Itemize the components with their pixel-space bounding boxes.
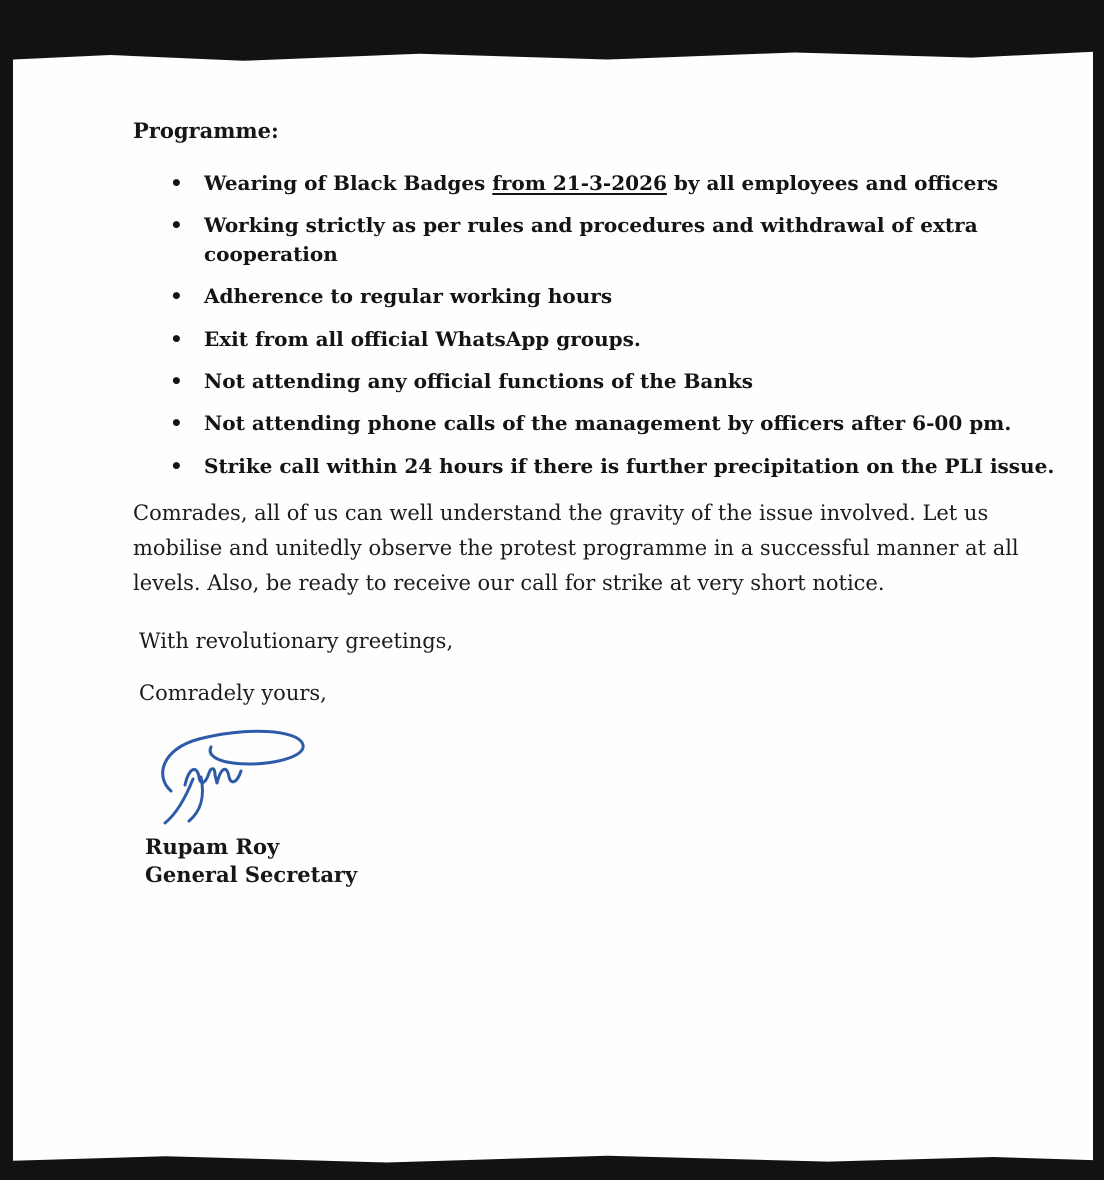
signature-strokes	[163, 731, 303, 823]
programme-list	[133, 169, 1065, 480]
greeting-line: With revolutionary greetings,	[139, 628, 454, 653]
list-item	[133, 169, 1065, 197]
bullet-text: Working strictly as per rules and procedures and withdrawal of extra cooperation	[204, 213, 978, 266]
letter-body	[133, 118, 1065, 889]
list-item	[133, 211, 1065, 268]
scan-edge-bottom	[0, 1153, 1104, 1180]
list-item	[133, 325, 1065, 353]
signature-image	[141, 719, 1065, 827]
bullet-text: Adherence to regular working hours	[204, 284, 613, 309]
signatory-name: Rupam Roy	[145, 833, 280, 859]
signatory-title: General Secretary	[145, 862, 358, 888]
bullet-text: Strike call within 24 hours if there is further precipitation on the PLI issue.	[204, 453, 1055, 478]
bullet-text: Wearing of Black Badges	[204, 171, 493, 195]
scan-edge-right	[1093, 0, 1104, 1180]
list-item	[133, 409, 1065, 437]
bullet-underlined-date: from 21-3-2026	[492, 171, 667, 195]
list-item	[133, 367, 1065, 395]
body-paragraph: Comrades, all of us can well understand the gravity of the issue involved. Let us mobilise and unitedly observe the protest programme in a successful manner at all levels. Also, be ready to receive our call for strike at very short notice.	[133, 501, 1019, 595]
scan-edge-left	[0, 0, 13, 1180]
bullet-text: Not attending any official functions of the Banks	[204, 368, 754, 393]
closing-line: Comradely yours,	[139, 680, 327, 705]
bullet-text: Not attending phone calls of the management by officers after 6-00 pm.	[204, 411, 1012, 436]
list-item	[133, 452, 1065, 480]
programme-heading: Programme:	[133, 118, 279, 143]
scan-edge-top	[0, 0, 1104, 64]
list-item	[133, 282, 1065, 310]
signature-svg	[141, 719, 341, 827]
bullet-text: by all employees and officers	[666, 171, 999, 195]
bullet-text: Exit from all official WhatsApp groups.	[204, 326, 641, 351]
